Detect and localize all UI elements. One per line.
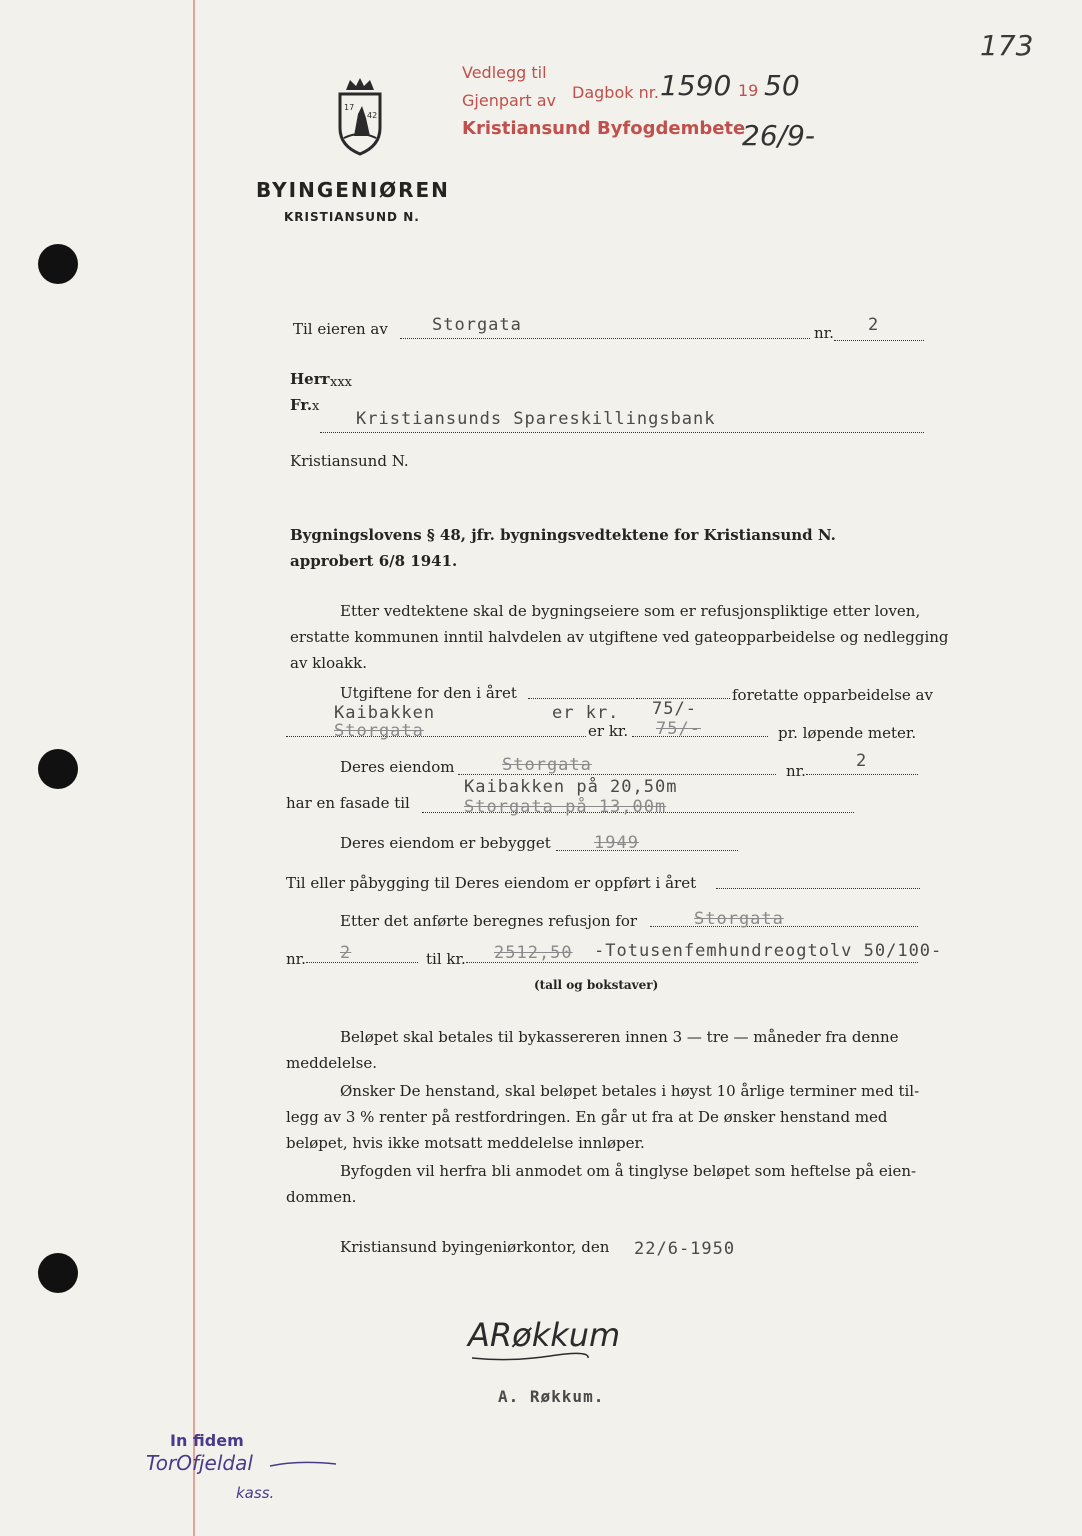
label-fasade: har en fasade til: [286, 794, 410, 812]
label-nr2: nr.: [286, 950, 306, 968]
body-p2-line3: beløpet, hvis ikke motsatt meddelelse innløper.: [286, 1134, 645, 1152]
label-herr: Herr: [290, 370, 330, 388]
label-til-eieren-av: Til eieren av: [293, 320, 388, 338]
fill-line: [806, 774, 918, 775]
fill-line: [306, 962, 418, 963]
label-utgiftene: Utgiftene for den i året: [340, 684, 517, 702]
recipient-city: Kristiansund N.: [290, 452, 409, 470]
fasade-old: Storgata på 13,00m: [464, 797, 667, 817]
closing-date: 22/6-1950: [634, 1239, 736, 1259]
label-nr-eiendom: nr.: [786, 762, 806, 780]
body-p1-line1: Beløpet skal betales til bykassereren innen 3 — tre — måneder fra denne: [340, 1028, 899, 1046]
logo-year-right: 42: [367, 111, 378, 120]
street-new: Kaibakken: [334, 703, 436, 723]
label-per-meter: pr. løpende meter.: [778, 724, 917, 742]
stamp-year-prefix: 19: [738, 81, 759, 100]
stamp-line3: Kristiansund Byfogdembete: [462, 118, 746, 139]
fill-line: [528, 698, 634, 699]
fill-line: [650, 926, 918, 927]
stamp-line1: Vedlegg til: [462, 63, 547, 82]
label-foretatte: foretatte opparbeidelse av: [732, 686, 933, 704]
recipient-name: Kristiansunds Spareskillingsbank: [356, 409, 716, 429]
body-p2-line2: legg av 3 % renter på restfordringen. En går ut fra at De ønsker henstand med: [286, 1108, 888, 1126]
fill-line: [320, 432, 924, 433]
body-p3-line2: dommen.: [286, 1188, 357, 1206]
label-tall-og-bokstaver: (tall og bokstaver): [534, 978, 659, 992]
law-reference-line2: approbert 6/8 1941.: [290, 552, 458, 570]
punch-hole-icon: [38, 1253, 78, 1293]
beregnes-street: Storgata: [694, 909, 784, 929]
punch-hole-icon: [38, 749, 78, 789]
fill-line: [716, 888, 920, 889]
eiendom-number: 2: [856, 751, 868, 771]
body-p1-line2: meddelelse.: [286, 1054, 377, 1072]
intro-line1: Etter vedtektene skal de bygningseiere som er refusjonspliktige etter loven,: [340, 602, 921, 620]
amount-words: -Totusenfemhundreogtolv 50/100-: [594, 941, 943, 961]
dagbok-number: 1590: [660, 69, 732, 102]
street-name: Storgata: [432, 315, 522, 335]
label-er-kr: er kr.: [588, 722, 629, 740]
punch-hole-icon: [38, 244, 78, 284]
label-deres-eiendom: Deres eiendom: [340, 758, 455, 776]
fill-line: [286, 736, 586, 737]
page-number: 173: [980, 29, 1034, 62]
logo-year-left: 17: [344, 103, 355, 112]
amount-figures: 2512,50: [494, 943, 573, 963]
footer-flourish-icon: [268, 1458, 338, 1470]
label-paabygging: Til eller påbygging til Deres eiendom er oppført i året: [286, 874, 697, 892]
amount-old: 75/-: [656, 719, 701, 739]
body-p2-line1: Ønsker De henstand, skal beløpet betales i høyst 10 årlige terminer med til-: [340, 1082, 920, 1100]
red-margin-line: [193, 0, 195, 1536]
body-p3-line1: Byfogden vil herfra bli anmodet om å tinglyse beløpet som heftelse på eien-: [340, 1162, 917, 1180]
eiendom-street: Storgata: [502, 755, 592, 775]
fr-crossed: x: [312, 399, 320, 414]
signer-name: A. Røkkum.: [498, 1387, 605, 1406]
label-fr: Fr.: [290, 396, 313, 414]
label-nr: nr.: [814, 324, 834, 342]
label-bebygget: Deres eiendom er bebygget: [340, 834, 551, 852]
intro-line3: av kloakk.: [290, 654, 367, 672]
header-subtitle: KRISTIANSUND N.: [284, 210, 420, 224]
fill-line: [400, 338, 810, 339]
fasade-new: Kaibakken på 20,50m: [464, 777, 678, 797]
amount-new: 75/-: [652, 699, 697, 719]
fill-line: [556, 850, 738, 851]
nr2-value: 2: [340, 943, 352, 963]
street-old: Storgata: [334, 721, 424, 741]
law-reference-line1: Bygningslovens § 48, jfr. bygningsvedtektene for Kristiansund N.: [290, 526, 836, 544]
herr-crossed: xxx: [330, 375, 352, 390]
fill-line: [834, 340, 924, 341]
label-til-kr: til kr.: [426, 950, 466, 968]
stamp-date: 26/9-: [742, 119, 815, 152]
closing-place: Kristiansund byingeniørkontor, den: [340, 1238, 610, 1256]
stamp-year-suffix: 50: [764, 69, 800, 102]
header-title: BYINGENIØREN: [256, 178, 450, 202]
label-beregnes: Etter det anførte beregnes refusjon for: [340, 912, 638, 930]
intro-line2: erstatte kommunen inntil halvdelen av utgiftene ved gateopparbeidelse og nedlegging: [290, 628, 949, 646]
signature-underline-icon: [470, 1352, 590, 1364]
bebygget-year: 1949: [594, 833, 639, 853]
street-number: 2: [868, 315, 880, 335]
signature-icon: ARøkkum: [468, 1316, 621, 1354]
footer-signature: TorOfjeldal: [146, 1451, 253, 1475]
footer-in-fidem: In fidem: [170, 1431, 244, 1450]
footer-kass: kass.: [236, 1484, 275, 1502]
er-kr-new: er kr.: [552, 703, 620, 723]
stamp-line2b: Dagbok nr.: [572, 83, 659, 102]
stamp-line2a: Gjenpart av: [462, 91, 556, 110]
coat-of-arms-icon: [336, 76, 384, 156]
